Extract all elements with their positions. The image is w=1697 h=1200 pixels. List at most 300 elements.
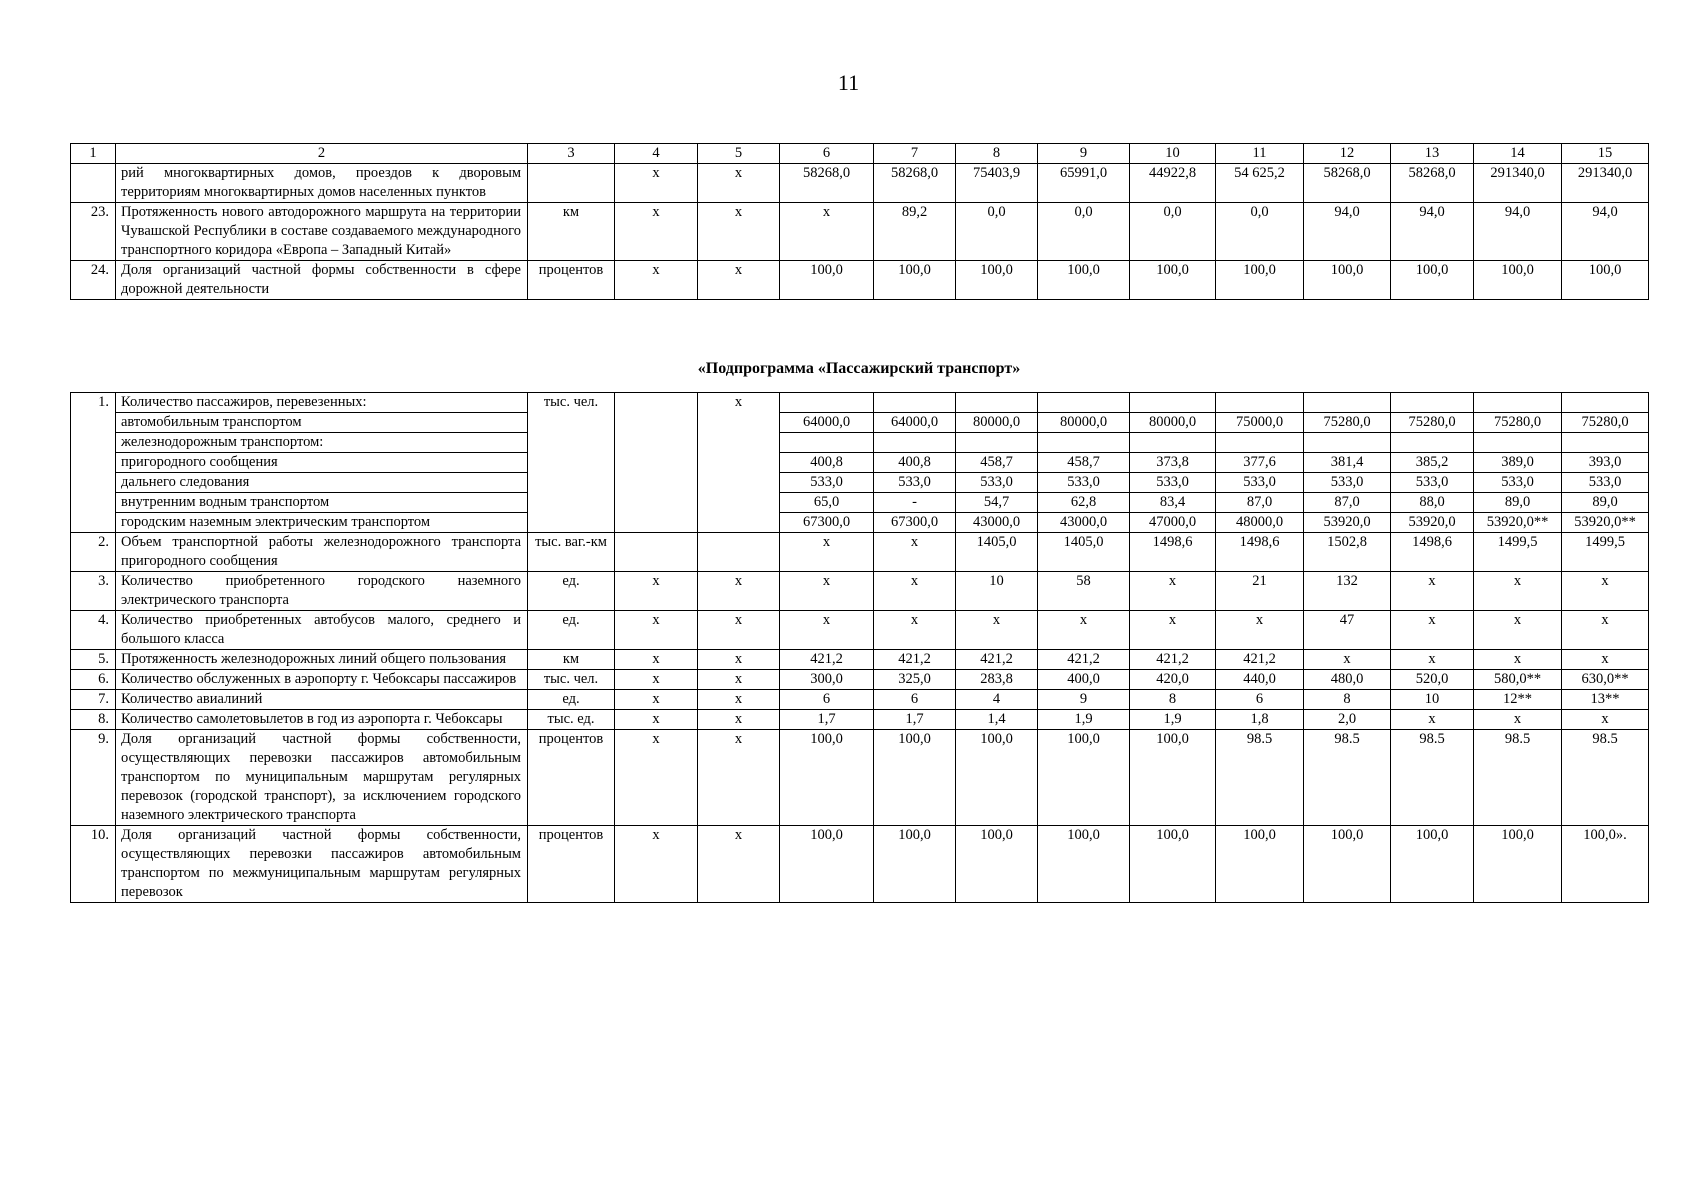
value-cell: 75280,0	[1304, 413, 1391, 433]
value-cell	[956, 393, 1038, 413]
value-cell: x	[1391, 611, 1474, 650]
value-cell: 1499,5	[1474, 533, 1562, 572]
value-cell: 100,0	[1304, 261, 1391, 300]
value-cell: 1405,0	[956, 533, 1038, 572]
col-5: x	[698, 393, 780, 533]
value-cell: 64000,0	[874, 413, 956, 433]
value-cell: 87,0	[1216, 493, 1304, 513]
column-number: 7	[874, 144, 956, 164]
indicator-name: рий многоквартирных домов, проездов к дворовым территориям многоквартирных домов населенных пунктов	[116, 164, 528, 203]
value-cell	[1474, 433, 1562, 453]
value-cell: 8	[1130, 690, 1216, 710]
value-cell: 6	[780, 690, 874, 710]
col-4: x	[615, 261, 698, 300]
col-4: x	[615, 572, 698, 611]
value-cell: 58268,0	[780, 164, 874, 203]
table-row	[71, 690, 1649, 710]
unit: процентов	[528, 730, 615, 826]
value-cell: x	[1391, 572, 1474, 611]
column-number: 15	[1562, 144, 1649, 164]
value-cell: 58	[1038, 572, 1130, 611]
indicator-name: внутренним водным транспортом	[116, 493, 528, 513]
value-cell: 98.5	[1216, 730, 1304, 826]
value-cell: 98.5	[1474, 730, 1562, 826]
value-cell: 100,0	[1474, 826, 1562, 903]
value-cell: x	[780, 572, 874, 611]
value-cell: 533,0	[1130, 473, 1216, 493]
table-row	[71, 513, 1649, 533]
table-row	[71, 710, 1649, 730]
indicator-name: Количество авиалиний	[116, 690, 528, 710]
col-5: x	[698, 670, 780, 690]
col-5: x	[698, 826, 780, 903]
value-cell: 533,0	[780, 473, 874, 493]
value-cell: 458,7	[956, 453, 1038, 473]
value-cell: 2,0	[1304, 710, 1391, 730]
value-cell: 53920,0**	[1474, 513, 1562, 533]
indicator-name: Объем транспортной работы железнодорожного транспорта пригородного сообщения	[116, 533, 528, 572]
value-cell: 98.5	[1562, 730, 1649, 826]
value-cell: 100,0».	[1562, 826, 1649, 903]
column-number: 5	[698, 144, 780, 164]
value-cell: 58268,0	[1304, 164, 1391, 203]
table-row	[71, 572, 1649, 611]
table-row	[71, 393, 1649, 413]
value-cell: 1,9	[1130, 710, 1216, 730]
value-cell: 100,0	[956, 730, 1038, 826]
value-cell: 54,7	[956, 493, 1038, 513]
col-5: x	[698, 690, 780, 710]
col-4: x	[615, 826, 698, 903]
value-cell: 389,0	[1474, 453, 1562, 473]
value-cell: 1,7	[780, 710, 874, 730]
value-cell: 421,2	[1216, 650, 1304, 670]
value-cell: 94,0	[1391, 203, 1474, 261]
value-cell: 421,2	[874, 650, 956, 670]
value-cell: 400,8	[780, 453, 874, 473]
section-title: «Подпрограмма «Пассажирский транспорт»	[697, 360, 1021, 377]
value-cell: 0,0	[956, 203, 1038, 261]
unit: тыс. чел.	[528, 670, 615, 690]
value-cell: x	[780, 611, 874, 650]
value-cell: 65991,0	[1038, 164, 1130, 203]
value-cell: 421,2	[780, 650, 874, 670]
value-cell: 67300,0	[780, 513, 874, 533]
value-cell: 83,4	[1130, 493, 1216, 513]
value-cell	[1391, 393, 1474, 413]
value-cell: x	[1474, 710, 1562, 730]
unit: тыс. чел.	[528, 393, 615, 533]
col-5: x	[698, 611, 780, 650]
value-cell: x	[1562, 710, 1649, 730]
value-cell: x	[1130, 611, 1216, 650]
value-cell: 80000,0	[1130, 413, 1216, 433]
value-cell: 75280,0	[1562, 413, 1649, 433]
indicator-name: дальнего следования	[116, 473, 528, 493]
value-cell: 421,2	[1130, 650, 1216, 670]
column-number: 13	[1391, 144, 1474, 164]
value-cell: 48000,0	[1216, 513, 1304, 533]
value-cell	[1038, 433, 1130, 453]
value-cell: 75000,0	[1216, 413, 1304, 433]
value-cell: 377,6	[1216, 453, 1304, 473]
value-cell: 53920,0	[1391, 513, 1474, 533]
indicator-name: Доля организаций частной формы собственности, осуществляющих перевозки пассажиров автомобильным транспортом по муниципальным маршрутам регулярных перевозок (городской транспорт), за исключением городского наземного электрического транспорта	[116, 730, 528, 826]
indicator-name: автомобильным транспортом	[116, 413, 528, 433]
column-number: 10	[1130, 144, 1216, 164]
value-cell: 291340,0	[1562, 164, 1649, 203]
unit: ед.	[528, 572, 615, 611]
value-cell: 100,0	[1130, 826, 1216, 903]
value-cell: 100,0	[1038, 261, 1130, 300]
value-cell: 53920,0**	[1562, 513, 1649, 533]
page-number: 11	[837, 70, 860, 95]
unit: км	[528, 203, 615, 261]
value-cell: 100,0	[1216, 261, 1304, 300]
value-cell: 65,0	[780, 493, 874, 513]
value-cell: 100,0	[1038, 826, 1130, 903]
value-cell: 89,2	[874, 203, 956, 261]
value-cell: 533,0	[874, 473, 956, 493]
value-cell: 100,0	[780, 826, 874, 903]
value-cell: 89,0	[1562, 493, 1649, 513]
indicator-name: Количество обслуженных в аэропорту г. Чебоксары пассажиров	[116, 670, 528, 690]
value-cell: x	[1038, 611, 1130, 650]
value-cell: 420,0	[1130, 670, 1216, 690]
value-cell	[874, 433, 956, 453]
value-cell: 132	[1304, 572, 1391, 611]
value-cell: 100,0	[1562, 261, 1649, 300]
passenger-transport-table	[70, 392, 1649, 903]
value-cell: x	[1391, 650, 1474, 670]
indicator-name: городским наземным электрическим транспортом	[116, 513, 528, 533]
value-cell: 8	[1304, 690, 1391, 710]
value-cell: 0,0	[1130, 203, 1216, 261]
col-4	[615, 533, 698, 572]
table-row	[71, 203, 1649, 261]
col-4: x	[615, 611, 698, 650]
column-number: 6	[780, 144, 874, 164]
value-cell: 100,0	[956, 261, 1038, 300]
header-row	[71, 144, 1649, 164]
value-cell: 1405,0	[1038, 533, 1130, 572]
indicator-name: Количество приобретенных автобусов малого, среднего и большого класса	[116, 611, 528, 650]
value-cell: x	[874, 611, 956, 650]
value-cell: 94,0	[1474, 203, 1562, 261]
col-5: x	[698, 730, 780, 826]
value-cell: 80000,0	[1038, 413, 1130, 433]
value-cell: 1,4	[956, 710, 1038, 730]
value-cell: x	[780, 203, 874, 261]
col-4: x	[615, 730, 698, 826]
value-cell: 100,0	[874, 730, 956, 826]
col-4: x	[615, 164, 698, 203]
table-row	[71, 413, 1649, 433]
value-cell: x	[1130, 572, 1216, 611]
table-row	[71, 493, 1649, 513]
value-cell: x	[874, 533, 956, 572]
value-cell: 480,0	[1304, 670, 1391, 690]
column-number: 3	[528, 144, 615, 164]
col-5: x	[698, 572, 780, 611]
value-cell: 53920,0	[1304, 513, 1391, 533]
value-cell: 100,0	[780, 730, 874, 826]
value-cell: 533,0	[1216, 473, 1304, 493]
value-cell: 533,0	[1562, 473, 1649, 493]
value-cell: 533,0	[1304, 473, 1391, 493]
row-number: 4.	[71, 611, 116, 650]
value-cell: 75280,0	[1474, 413, 1562, 433]
value-cell: 385,2	[1391, 453, 1474, 473]
indicator-name: Количество самолетовылетов в год из аэропорта г. Чебоксары	[116, 710, 528, 730]
indicator-name: Протяженность железнодорожных линий общего пользования	[116, 650, 528, 670]
value-cell: 98.5	[1304, 730, 1391, 826]
value-cell	[1130, 393, 1216, 413]
value-cell: x	[874, 572, 956, 611]
value-cell: 94,0	[1304, 203, 1391, 261]
unit: процентов	[528, 826, 615, 903]
col-4: x	[615, 203, 698, 261]
value-cell: 6	[874, 690, 956, 710]
table-row	[71, 533, 1649, 572]
row-number: 6.	[71, 670, 116, 690]
row-number: 8.	[71, 710, 116, 730]
table-row	[71, 650, 1649, 670]
col-5	[698, 533, 780, 572]
value-cell: 0,0	[1216, 203, 1304, 261]
value-cell: x	[1474, 572, 1562, 611]
col-5: x	[698, 164, 780, 203]
indicator-name: Доля организаций частной формы собственности в сфере дорожной деятельности	[116, 261, 528, 300]
value-cell	[956, 433, 1038, 453]
value-cell: x	[1304, 650, 1391, 670]
row-number: 10.	[71, 826, 116, 903]
value-cell: 533,0	[1474, 473, 1562, 493]
value-cell: 440,0	[1216, 670, 1304, 690]
value-cell: 10	[1391, 690, 1474, 710]
value-cell: x	[1562, 650, 1649, 670]
table-row	[71, 826, 1649, 903]
unit: тыс. ваг.-км	[528, 533, 615, 572]
col-4: x	[615, 670, 698, 690]
table-row	[71, 473, 1649, 493]
value-cell: 89,0	[1474, 493, 1562, 513]
value-cell: 44922,8	[1130, 164, 1216, 203]
value-cell: 4	[956, 690, 1038, 710]
value-cell: 100,0	[1474, 261, 1562, 300]
value-cell: 1498,6	[1130, 533, 1216, 572]
value-cell	[1304, 393, 1391, 413]
value-cell	[1562, 433, 1649, 453]
value-cell: 325,0	[874, 670, 956, 690]
value-cell: 393,0	[1562, 453, 1649, 473]
value-cell: x	[1562, 572, 1649, 611]
value-cell: 47000,0	[1130, 513, 1216, 533]
value-cell: x	[780, 533, 874, 572]
unit: процентов	[528, 261, 615, 300]
value-cell: 10	[956, 572, 1038, 611]
value-cell: 533,0	[1038, 473, 1130, 493]
indicator-name: Протяженность нового автодорожного маршрута на территории Чувашской Республики в составе создаваемого международного транспортного коридора «Европа – Западный Китай»	[116, 203, 528, 261]
table-row	[71, 261, 1649, 300]
value-cell: 381,4	[1304, 453, 1391, 473]
indicators-table-top	[70, 143, 1649, 300]
column-number: 1	[71, 144, 116, 164]
value-cell: x	[956, 611, 1038, 650]
col-5: x	[698, 261, 780, 300]
value-cell: 0,0	[1038, 203, 1130, 261]
unit	[528, 164, 615, 203]
value-cell: 520,0	[1391, 670, 1474, 690]
value-cell: x	[1562, 611, 1649, 650]
value-cell	[1391, 433, 1474, 453]
value-cell: 12**	[1474, 690, 1562, 710]
column-number: 2	[116, 144, 528, 164]
value-cell	[1474, 393, 1562, 413]
value-cell: 98.5	[1391, 730, 1474, 826]
value-cell: 64000,0	[780, 413, 874, 433]
column-number: 12	[1304, 144, 1391, 164]
value-cell: 421,2	[956, 650, 1038, 670]
value-cell: 400,0	[1038, 670, 1130, 690]
row-number	[71, 164, 116, 203]
value-cell: 62,8	[1038, 493, 1130, 513]
value-cell: -	[874, 493, 956, 513]
indicator-name: Количество пассажиров, перевезенных:	[116, 393, 528, 413]
unit: км	[528, 650, 615, 670]
value-cell: 1502,8	[1304, 533, 1391, 572]
table-row	[71, 433, 1649, 453]
value-cell: 580,0**	[1474, 670, 1562, 690]
value-cell: x	[1474, 650, 1562, 670]
value-cell: 100,0	[956, 826, 1038, 903]
value-cell: 630,0**	[1562, 670, 1649, 690]
value-cell: 373,8	[1130, 453, 1216, 473]
unit: тыс. ед.	[528, 710, 615, 730]
value-cell: 43000,0	[1038, 513, 1130, 533]
value-cell: 458,7	[1038, 453, 1130, 473]
value-cell	[1304, 433, 1391, 453]
row-number: 7.	[71, 690, 116, 710]
value-cell: 283,8	[956, 670, 1038, 690]
table-row	[71, 730, 1649, 826]
value-cell	[1038, 393, 1130, 413]
table-row	[71, 611, 1649, 650]
value-cell: 100,0	[1304, 826, 1391, 903]
table-row	[71, 164, 1649, 203]
value-cell: 1498,6	[1391, 533, 1474, 572]
row-number: 23.	[71, 203, 116, 261]
table-row	[71, 453, 1649, 473]
value-cell: 47	[1304, 611, 1391, 650]
row-number: 3.	[71, 572, 116, 611]
value-cell: 100,0	[1130, 730, 1216, 826]
value-cell	[780, 433, 874, 453]
col-4: x	[615, 650, 698, 670]
value-cell	[1216, 393, 1304, 413]
value-cell: 67300,0	[874, 513, 956, 533]
value-cell: 6	[1216, 690, 1304, 710]
row-number: 24.	[71, 261, 116, 300]
value-cell	[780, 393, 874, 413]
value-cell: 100,0	[1216, 826, 1304, 903]
col-4	[615, 393, 698, 533]
value-cell: x	[1474, 611, 1562, 650]
value-cell: 100,0	[1391, 826, 1474, 903]
value-cell	[1130, 433, 1216, 453]
value-cell: 1,8	[1216, 710, 1304, 730]
value-cell: 100,0	[780, 261, 874, 300]
indicator-name: пригородного сообщения	[116, 453, 528, 473]
value-cell: 43000,0	[956, 513, 1038, 533]
value-cell: 533,0	[1391, 473, 1474, 493]
value-cell: 400,8	[874, 453, 956, 473]
value-cell: 100,0	[874, 826, 956, 903]
value-cell: 21	[1216, 572, 1304, 611]
value-cell: 80000,0	[956, 413, 1038, 433]
col-4: x	[615, 710, 698, 730]
value-cell: 94,0	[1562, 203, 1649, 261]
row-number: 5.	[71, 650, 116, 670]
col-5: x	[698, 650, 780, 670]
col-5: x	[698, 203, 780, 261]
value-cell: 54 625,2	[1216, 164, 1304, 203]
value-cell: x	[1391, 710, 1474, 730]
row-number: 9.	[71, 730, 116, 826]
value-cell	[1216, 433, 1304, 453]
value-cell: 9	[1038, 690, 1130, 710]
value-cell: 291340,0	[1474, 164, 1562, 203]
value-cell: 533,0	[956, 473, 1038, 493]
value-cell: 58268,0	[1391, 164, 1474, 203]
value-cell: 1,9	[1038, 710, 1130, 730]
value-cell: 75280,0	[1391, 413, 1474, 433]
column-number: 8	[956, 144, 1038, 164]
indicator-name: Количество приобретенного городского наземного электрического транспорта	[116, 572, 528, 611]
value-cell: 100,0	[874, 261, 956, 300]
value-cell: 58268,0	[874, 164, 956, 203]
value-cell: 13**	[1562, 690, 1649, 710]
unit: ед.	[528, 611, 615, 650]
row-number: 1.	[71, 393, 116, 533]
value-cell: 1498,6	[1216, 533, 1304, 572]
value-cell	[1562, 393, 1649, 413]
indicator-name: Доля организаций частной формы собственности, осуществляющих перевозки пассажиров автомобильным транспортом по межмуниципальным маршрутам регулярных перевозок	[116, 826, 528, 903]
column-number: 11	[1216, 144, 1304, 164]
value-cell: x	[1216, 611, 1304, 650]
col-4: x	[615, 690, 698, 710]
column-number: 14	[1474, 144, 1562, 164]
value-cell	[874, 393, 956, 413]
value-cell: 300,0	[780, 670, 874, 690]
value-cell: 88,0	[1391, 493, 1474, 513]
value-cell: 87,0	[1304, 493, 1391, 513]
value-cell: 75403,9	[956, 164, 1038, 203]
value-cell: 421,2	[1038, 650, 1130, 670]
table-row	[71, 670, 1649, 690]
unit: ед.	[528, 690, 615, 710]
indicator-name: железнодорожным транспортом:	[116, 433, 528, 453]
col-5: x	[698, 710, 780, 730]
value-cell: 100,0	[1130, 261, 1216, 300]
value-cell: 100,0	[1391, 261, 1474, 300]
column-number: 4	[615, 144, 698, 164]
value-cell: 100,0	[1038, 730, 1130, 826]
row-number: 2.	[71, 533, 116, 572]
value-cell: 1499,5	[1562, 533, 1649, 572]
column-number: 9	[1038, 144, 1130, 164]
value-cell: 1,7	[874, 710, 956, 730]
